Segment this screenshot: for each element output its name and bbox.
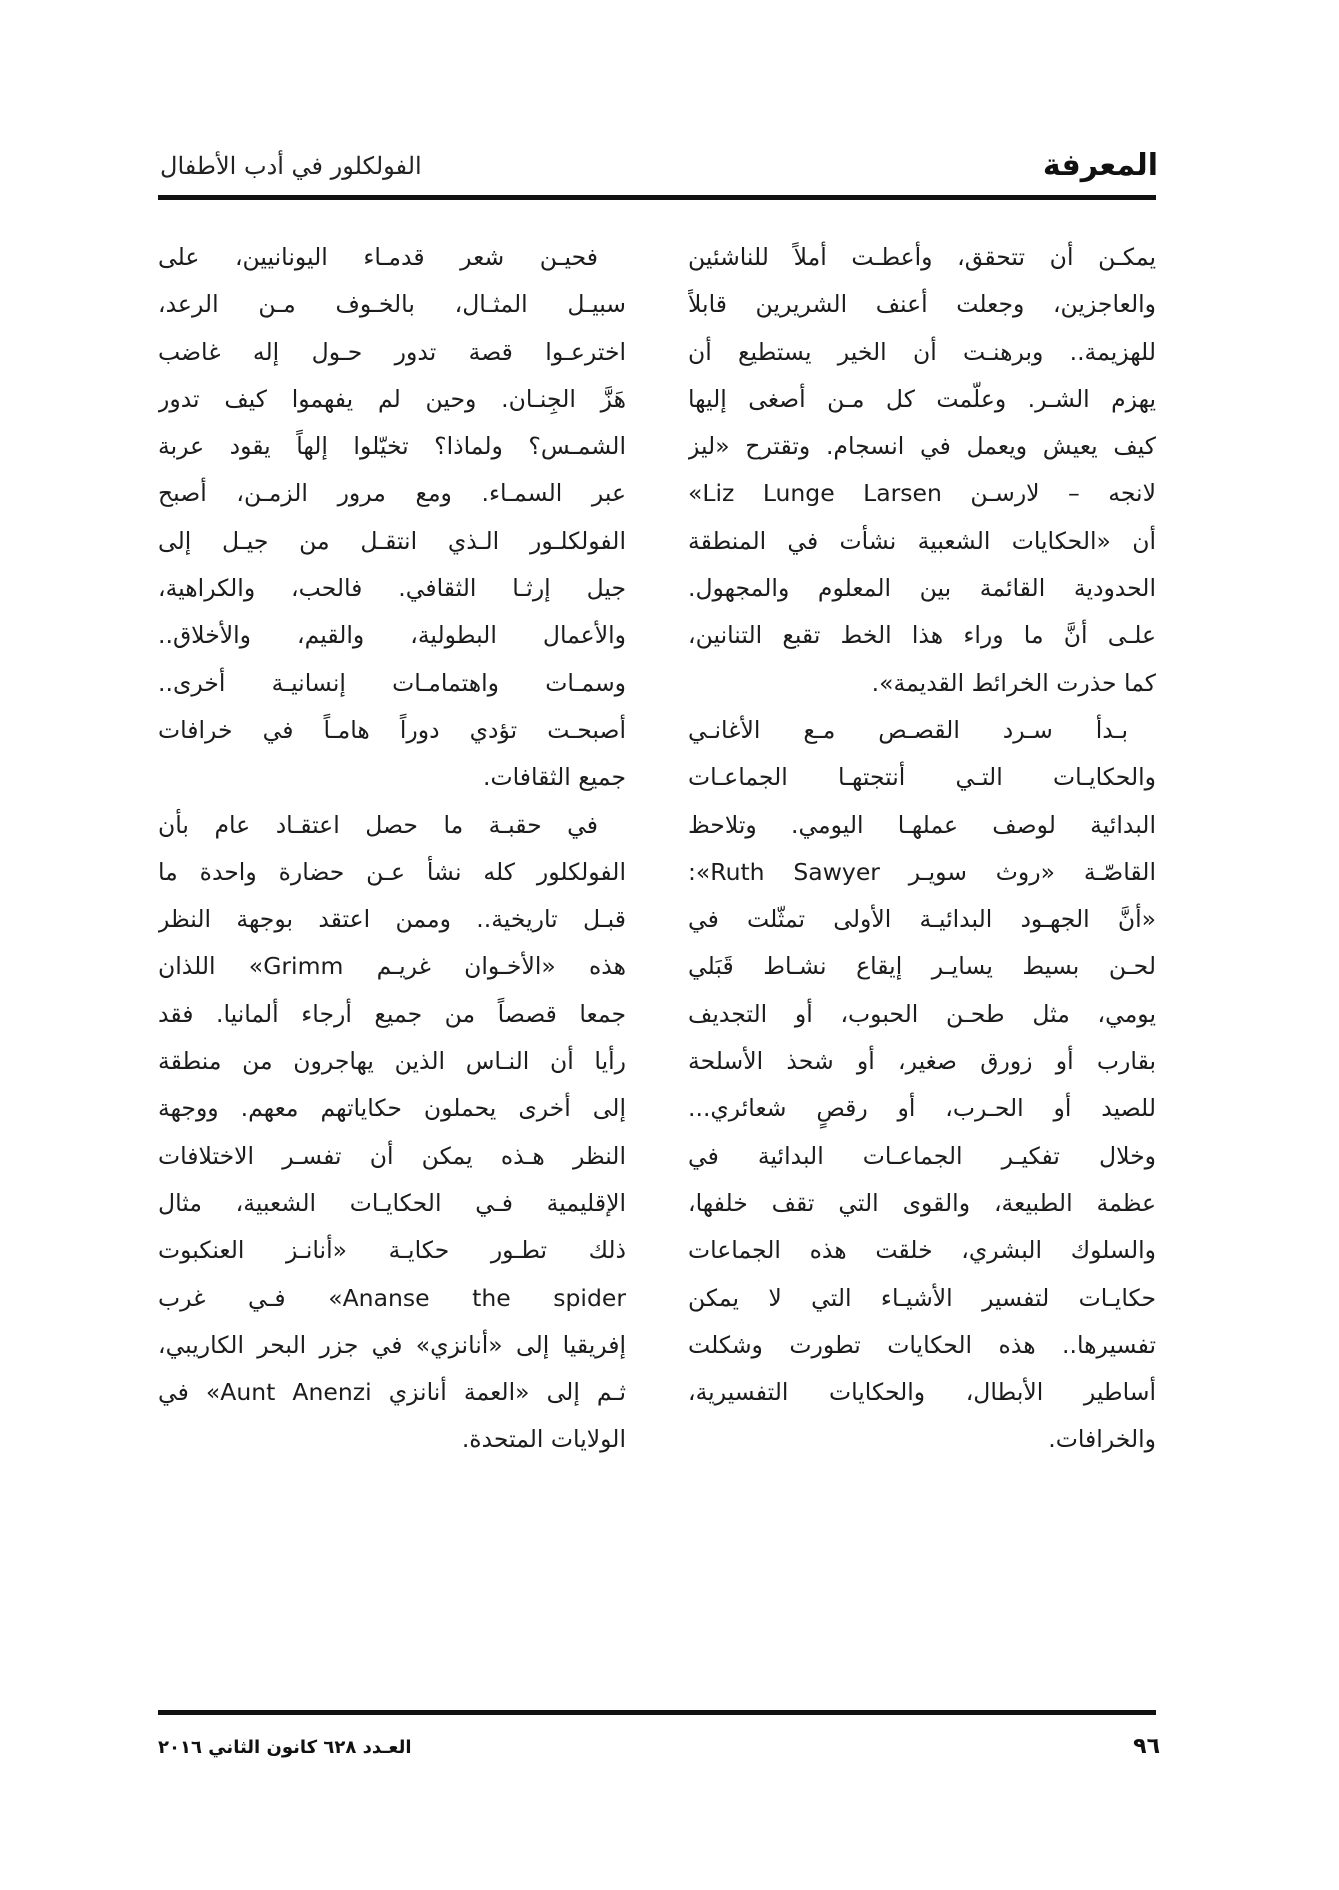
text-line: عظمة الطبيعة، والقوى التي تقف خلفها، bbox=[688, 1188, 1156, 1217]
text-line: لانجه – لارسـن Liz Lunge Larsen» bbox=[688, 479, 1156, 508]
text-line: الشمـس؟ ولماذا؟ تخيّلوا إلهاً يقود عربة bbox=[158, 432, 626, 461]
bottom-rule bbox=[158, 1710, 1156, 1715]
text-line: اخترعـوا قصة تدور حـول إله غاضب bbox=[158, 337, 626, 366]
text-line: فحيـن شعر قدمـاء اليونانيين، على bbox=[158, 243, 598, 271]
text-line: علـى أنَّ ما وراء هذا الخط تقبع التنانين، bbox=[688, 621, 1156, 650]
text-line: والسلوك البشري، خلقت هذه الجماعات bbox=[688, 1236, 1156, 1265]
text-line: جميع الثقافات. bbox=[483, 763, 626, 792]
text-line: والحكايـات التـي أنتجتهـا الجماعـات bbox=[688, 763, 1156, 792]
text-line: ثـم إلى «العمة أنانزي Aunt Anenzi» في bbox=[158, 1378, 626, 1407]
text-line: حكايـات لتفسير الأشيـاء التي لا يمكن bbox=[688, 1283, 1156, 1312]
text-line: الولايات المتحدة. bbox=[461, 1425, 626, 1454]
running-title: الفولكلور في أدب الأطفال bbox=[160, 152, 422, 180]
text-line: الفولكلور كله نشأ عـن حضارة واحدة ما bbox=[158, 857, 626, 886]
text-line: الفولكلـور الـذي انتقـل من جيـل إلى bbox=[158, 526, 626, 555]
text-column-left bbox=[158, 234, 626, 1464]
text-line: «أنَّ الجهـود البدائيـة الأولى تمثّلت في bbox=[688, 905, 1156, 934]
text-line: للصيد أو الحـرب، أو رقصٍ شعائري... bbox=[688, 1094, 1156, 1123]
text-line: الحدودية القائمة بين المعلوم والمجهول. bbox=[688, 574, 1156, 603]
text-line: تفسيرها.. هذه الحكايات تطورت وشكلت bbox=[688, 1330, 1156, 1359]
text-line: إلى أخرى يحملون حكاياتهم معهم. ووجهة bbox=[158, 1094, 626, 1123]
text-line: رأيا أن النـاس الذين يهاجرون من منطقة bbox=[158, 1047, 626, 1076]
text-line: يمكـن أن تتحقق، وأعطـت أملاً للناشئين bbox=[688, 243, 1156, 271]
text-line: في حقبـة ما حصل اعتقـاد عام بأن bbox=[158, 810, 598, 839]
text-line: النظر هـذه يمكن أن تفسـر الاختلافات bbox=[158, 1141, 626, 1170]
text-line: البدائية لوصف عملهـا اليومي. وتلاحظ bbox=[688, 810, 1156, 839]
text-line: أساطير الأبطال، والحكايات التفسيرية، bbox=[688, 1378, 1156, 1407]
text-line: القاصّـة «روث سويـر Ruth Sawyer»: bbox=[688, 857, 1156, 886]
text-line: إفريقيا إلى «أنانزي» في جزر البحر الكاريبي، bbox=[158, 1330, 626, 1359]
text-line: يهزم الشـر. وعلّمت كل مـن أصغى إليها bbox=[688, 384, 1156, 413]
text-column-right bbox=[688, 234, 1156, 1464]
text-line: لحـن بسيط يسايـر إيقاع نشـاط قَبَلي bbox=[688, 952, 1156, 981]
text-line: جمعا قصصاً من جميع أرجاء ألمانيا. فقد bbox=[158, 999, 626, 1028]
text-line: وسمـات واهتمامـات إنسانيـة أخرى.. bbox=[158, 668, 626, 697]
text-line: بـدأ سـرد القصـص مـع الأغانـي bbox=[688, 715, 1128, 744]
top-rule bbox=[158, 195, 1156, 200]
text-line: جيل إرثـا الثقافي. فالحب، والكراهية، bbox=[158, 574, 626, 603]
text-line: والخرافات. bbox=[1048, 1425, 1156, 1454]
text-line: Ananse the spider» فـي غرب bbox=[158, 1283, 626, 1312]
text-line: الإقليمية فـي الحكايـات الشعبية، مثال bbox=[158, 1188, 626, 1217]
text-line: سبيـل المثـال، بالخـوف مـن الرعد، bbox=[158, 290, 626, 319]
magazine-logo: المعرفة bbox=[1042, 148, 1158, 183]
text-line: هَزَّ الجِنـان. وحين لم يفهموا كيف تدور bbox=[158, 384, 626, 413]
text-line: أن «الحكايات الشعبية نشأت في المنطقة bbox=[688, 526, 1156, 555]
text-line: والأعمال البطولية، والقيم، والأخلاق.. bbox=[158, 621, 626, 650]
text-line: وخلال تفكيـر الجماعـات البدائية في bbox=[688, 1141, 1156, 1170]
text-line: عبر السمـاء. ومع مرور الزمـن، أصبح bbox=[158, 479, 626, 508]
text-line: أصبحـت تؤدي دوراً هامـاً في خرافات bbox=[158, 715, 626, 744]
text-line: يومي، مثل طحـن الحبوب، أو التجديف bbox=[688, 999, 1156, 1028]
text-line: والعاجزين، وجعلت أعنف الشريرين قابلاً bbox=[688, 290, 1156, 319]
text-line: قبـل تاريخية.. وممن اعتقد بوجهة النظر bbox=[158, 905, 626, 934]
text-line: ذلك تطـور حكايـة «أنانـز العنكبوت bbox=[158, 1236, 626, 1265]
issue-info: العـدد ٦٢٨ كانون الثاني ٢٠١٦ bbox=[158, 1737, 412, 1758]
text-line: كيف يعيش ويعمل في انسجام. وتقترح «ليز bbox=[688, 432, 1156, 461]
text-line: للهزيمة.. وبرهنـت أن الخير يستطيع أن bbox=[688, 337, 1156, 366]
text-line: بقارب أو زورق صغير، أو شحذ الأسلحة bbox=[688, 1047, 1156, 1076]
text-line: هذه «الأخـوان غريـم Grimm» اللذان bbox=[158, 952, 626, 981]
text-line: كما حذرت الخرائط القديمة». bbox=[871, 668, 1156, 697]
page-number: ٩٦ bbox=[1133, 1734, 1160, 1759]
